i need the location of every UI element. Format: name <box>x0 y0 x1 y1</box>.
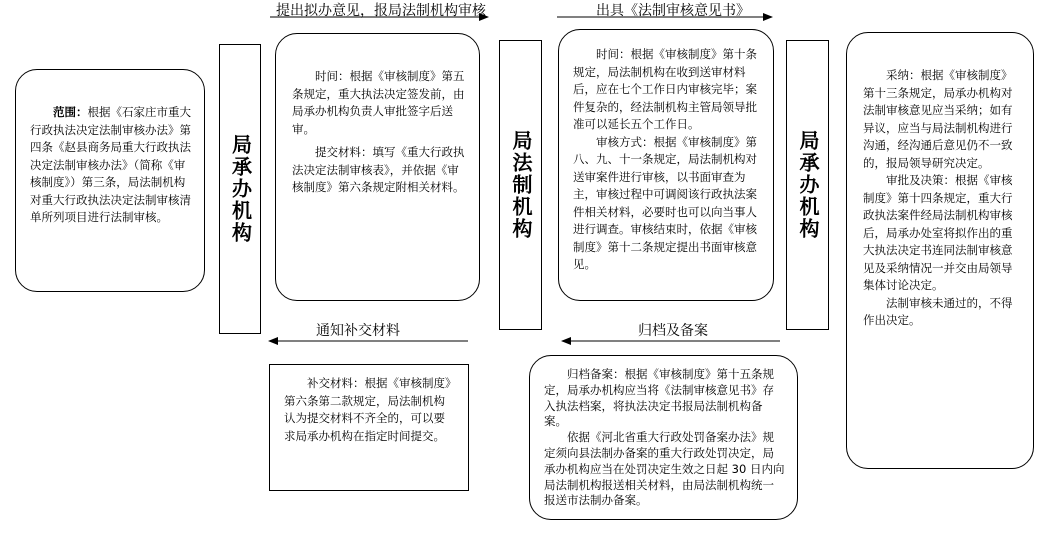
decision-approve-text: 审批及决策：根据《审核制度》第十四条规定，重大行政执法案件经局法制机构审核后，局承办处室将拟作出的重大执法决定书连同法制审核意见及采纳情况一并交由局领导集体讨论决定。 <box>863 173 1013 292</box>
review-time-text: 时间：根据《审核制度》第十条规定，局法制机构在收到送审材料后，应在七个工作日内审核完毕；案件复杂的，经法制机构主管局领导批准可以延长五个工作日。 <box>573 47 757 131</box>
node-legal-center <box>499 40 542 330</box>
arrow-label-top-left: 提出拟办意见，报局法制机构审核 <box>276 3 486 19</box>
decision-fail-text: 法制审核未通过的，不得作出决定。 <box>863 295 1013 327</box>
node-agency-left <box>219 44 261 334</box>
scope-text <box>30 104 194 227</box>
supplement-box <box>269 364 469 491</box>
node-agency-left-label: 局承办机构 <box>228 134 253 244</box>
archive-box <box>529 355 798 520</box>
submit-materials-text: 提交材料：填写《重大行政执法决定法制审核表》，并依据《审核制度》第六条规定附相关材料。 <box>292 145 465 194</box>
decision-adopt-text: 采纳：根据《审核制度》第十三条规定，局承办机构对法制审核意见应当采纳；如有异议，应当与局法制机构进行沟通，经沟通后意见仍不一致的，报局领导研究决定。 <box>863 68 1013 170</box>
submit-box <box>275 33 480 301</box>
archive-filing-text: 依据《河北省重大行政处罚备案办法》规定须向县法制办备案的重大行政处罚决定，局承办机构应当在处罚决定生效之日起 30 日内向局法制机构报送相关材料，由局法制机构统一报送市法制办备案。 <box>544 430 785 508</box>
review-method-text: 审核方式：根据《审核制度》第八、九、十一条规定，局法制机构对送审案件进行审核，以书面审查为主，审核过程中可调阅该行政执法案件相关材料，必要时也可以向当事人进行调查。审核结束时，依据《审核制度》第十二条规定提出书面审核意见。 <box>573 134 757 271</box>
submit-time-text: 时间：根据《审核制度》第五条规定，重大执法决定签发前，由局承办机构负责人审批签字后送审。 <box>292 69 465 136</box>
node-agency-right <box>786 40 829 330</box>
supplement-text: 补交材料：根据《审核制度》第六条第二款规定，局法制机构认为提交材料不齐全的，可以要求局承办机构在指定时间提交。 <box>284 376 451 443</box>
scope-lead: 范围： <box>53 105 88 119</box>
scope-body: 根据《石家庄市重大行政执法决定法制审核办法》第四条《赵县商务局重大行政执法决定法制审核办法》（简称《审核制度》）第三条，局法制机构对重大行政执法决定法制审核清单所列项目进行法制审核。 <box>30 105 191 224</box>
arrow-label-bottom-right: 归档及备案 <box>638 323 708 339</box>
node-legal-center-label: 局法制机构 <box>509 130 533 240</box>
review-box <box>558 29 774 301</box>
decision-box <box>846 32 1034 469</box>
node-agency-right-label: 局承办机构 <box>796 130 820 240</box>
arrow-label-bottom-left: 通知补交材料 <box>316 323 400 339</box>
scope-box <box>15 69 205 292</box>
archive-record-text: 归档备案：根据《审核制度》第十五条规定，局承办机构应当将《法制审核意见书》存入执法档案，将执法决定书报局法制机构备案。 <box>544 367 774 429</box>
arrow-label-top-right: 出具《法制审核意见书》 <box>596 3 750 19</box>
